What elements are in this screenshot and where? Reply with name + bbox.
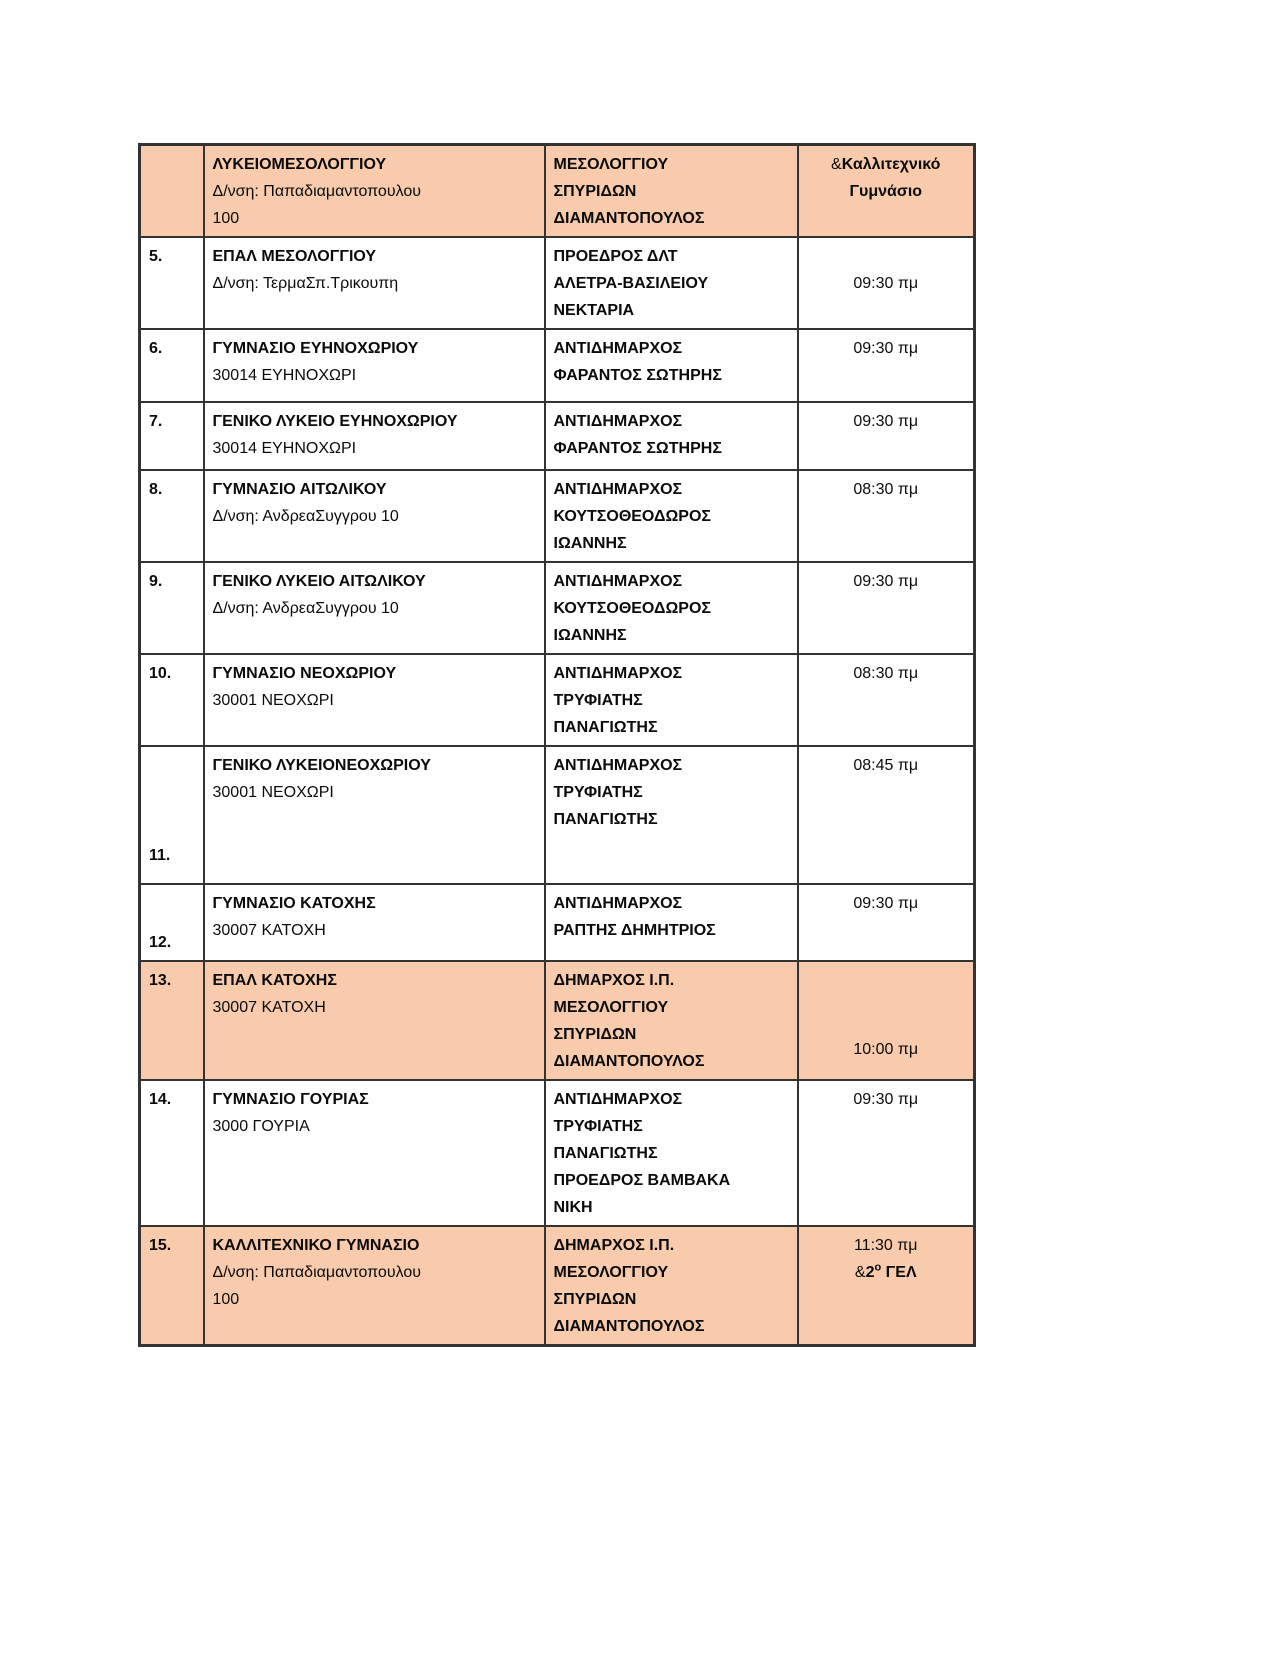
official-cell [545, 145, 798, 238]
official-name-line: ΣΠΥΡΙΔΩΝ [553, 183, 637, 200]
official-name-line: ΠΑΝΑΓΙΩΤΗΣ [553, 811, 658, 828]
school-address: 30007 ΚΑΤΟΧΗ [212, 999, 326, 1016]
row-number-cell [140, 145, 204, 238]
row-number-cell: 7. [140, 402, 204, 470]
time-value: 08:45 πμ [853, 757, 919, 774]
official-name-line: ΤΡΥΦΙΑΤΗΣ [553, 1118, 643, 1135]
official-name-line: ΔΙΑΜΑΝΤΟΠΟΥΛΟΣ [553, 210, 705, 227]
row-number-cell: 14. [140, 1080, 204, 1226]
row-number-cell: 11. [140, 746, 204, 884]
school-cell [204, 746, 545, 884]
official-name-line: ΔΙΑΜΑΝΤΟΠΟΥΛΟΣ [553, 1053, 705, 1070]
school-name: ΕΠΑΛ ΜΕΣΟΛΟΓΓΙΟΥ [212, 248, 377, 265]
official-cell [545, 1080, 798, 1226]
table-row [140, 562, 975, 654]
school-cell [204, 654, 545, 746]
school-name: ΓΕΝΙΚΟ ΛΥΚΕΙΟ ΑΙΤΩΛΙΚΟΥ [212, 573, 426, 590]
school-cell [204, 1080, 545, 1226]
time-value: 09:30 πμ [853, 895, 919, 912]
time-cell [798, 402, 975, 470]
row-number-cell: 10. [140, 654, 204, 746]
school-cell [204, 145, 545, 238]
table-row [140, 237, 975, 329]
official-name-line: ΤΡΥΦΙΑΤΗΣ [553, 784, 643, 801]
official-name-line: ΑΝΤΙΔΗΜΑΡΧΟΣ [553, 665, 683, 682]
official-name-line: ΤΡΥΦΙΑΤΗΣ [553, 692, 643, 709]
time-cell [798, 562, 975, 654]
row-number-cell: 9. [140, 562, 204, 654]
school-address: 30014 ΕΥΗΝΟΧΩΡΙ [212, 367, 357, 384]
school-name: ΓΥΜΝΑΣΙΟ ΝΕΟΧΩΡΙΟΥ [212, 665, 397, 682]
official-name-line: ΠΑΝΑΓΙΩΤΗΣ [553, 719, 658, 736]
time-note-suffix: ΓΕΛ [881, 1264, 917, 1281]
table-row [140, 402, 975, 470]
row-number-cell: 5. [140, 237, 204, 329]
official-cell [545, 961, 798, 1080]
school-name: ΓΥΜΝΑΣΙΟ ΓΟΥΡΙΑΣ [212, 1091, 369, 1108]
time-cell [798, 961, 975, 1080]
official-cell [545, 1226, 798, 1346]
official-name-line: ΠΡΟΕΔΡΟΣ ΒΑΜΒΑΚΑ [553, 1172, 731, 1189]
school-address: 30001 ΝΕΟΧΩΡΙ [212, 692, 334, 709]
official-cell [545, 884, 798, 961]
official-cell [545, 470, 798, 562]
official-name-line: ΜΕΣΟΛΟΓΓΙΟΥ [553, 999, 669, 1016]
official-name-line: ΣΠΥΡΙΔΩΝ [553, 1026, 637, 1043]
official-name-line: ΠΑΝΑΓΙΩΤΗΣ [553, 1145, 658, 1162]
time-value: 09:30 πμ [853, 573, 919, 590]
ampersand: & [831, 156, 842, 173]
time-cell [798, 1226, 975, 1346]
school-cell [204, 329, 545, 402]
official-name-line: ΑΝΤΙΔΗΜΑΡΧΟΣ [553, 340, 683, 357]
official-name-line: ΔΗΜΑΡΧΟΣ Ι.Π. [553, 1237, 675, 1254]
school-cell [204, 237, 545, 329]
school-address: 100 [212, 1291, 240, 1308]
time-value: 09:30 πμ [853, 340, 919, 357]
official-name-line: ΑΝΤΙΔΗΜΑΡΧΟΣ [553, 895, 683, 912]
official-name-line: ΙΩΑΝΝΗΣ [553, 535, 627, 552]
row-number-cell: 15. [140, 1226, 204, 1346]
school-name: ΓΥΜΝΑΣΙΟ ΕΥΗΝΟΧΩΡΙΟΥ [212, 340, 419, 357]
row-number-cell: 6. [140, 329, 204, 402]
official-cell [545, 237, 798, 329]
ampersand: & [854, 1264, 866, 1281]
official-name-line: ΚΟΥΤΣΟΘΕΟΔΩΡΟΣ [553, 508, 711, 525]
table-row [140, 1080, 975, 1226]
school-cell [204, 1226, 545, 1346]
school-address: Δ/νση: Παπαδιαμαντοπουλου [212, 1264, 421, 1281]
school-name: ΕΠΑΛ ΚΑΤΟΧΗΣ [212, 972, 337, 989]
school-cell [204, 470, 545, 562]
row-number-cell: 13. [140, 961, 204, 1080]
official-name-line: ΑΝΤΙΔΗΜΑΡΧΟΣ [553, 757, 683, 774]
table-row [140, 746, 975, 884]
school-address: 100 [212, 210, 240, 227]
ordinal-superscript: ο [874, 1261, 882, 1274]
official-name-line: ΦΑΡΑΝΤΟΣ ΣΩΤΗΡΗΣ [553, 440, 722, 457]
time-value: 11:30 πμ [853, 1237, 918, 1254]
time-value: 08:30 πμ [853, 665, 919, 682]
official-cell [545, 562, 798, 654]
school-name: ΓΥΜΝΑΣΙΟ ΑΙΤΩΛΙΚΟΥ [212, 481, 387, 498]
school-address: Δ/νση: ΑνδρεαΣυγγρου 10 [212, 508, 399, 525]
table-row [140, 654, 975, 746]
school-address: 3000 ΓΟΥΡΙΑ [212, 1118, 310, 1135]
school-name: ΚΑΛΛΙΤΕΧΝΙΚΟ ΓΥΜΝΑΣΙΟ [212, 1237, 420, 1254]
school-cell [204, 562, 545, 654]
official-name-line: ΑΝΤΙΔΗΜΑΡΧΟΣ [553, 413, 683, 430]
time-cell [798, 654, 975, 746]
official-name-line: ΑΛΕΤΡΑ-ΒΑΣΙΛΕΙΟΥ [553, 275, 709, 292]
official-name-line: ΝΕΚΤΑΡΙΑ [553, 302, 635, 319]
school-address: Δ/νση: ΑνδρεαΣυγγρου 10 [212, 600, 399, 617]
school-name: ΓΥΜΝΑΣΙΟ ΚΑΤΟΧΗΣ [212, 895, 376, 912]
official-name-line: ΔΙΑΜΑΝΤΟΠΟΥΛΟΣ [553, 1318, 705, 1335]
school-name: ΓΕΝΙΚΟ ΛΥΚΕΙΟΝΕΟΧΩΡΙΟΥ [212, 757, 431, 774]
official-name-line: ΔΗΜΑΡΧΟΣ Ι.Π. [553, 972, 675, 989]
official-name-line: ΠΡΟΕΔΡΟΣ ΔΛΤ [553, 248, 678, 265]
school-address: 30001 ΝΕΟΧΩΡΙ [212, 784, 334, 801]
school-cell [204, 961, 545, 1080]
time-note [807, 1259, 966, 1286]
time-cell [798, 884, 975, 961]
official-cell [545, 402, 798, 470]
official-name-line: ΡΑΠΤΗΣ ΔΗΜΗΤΡΙΟΣ [553, 922, 716, 939]
official-name-line: ΜΕΣΟΛΟΓΓΙΟΥ [553, 1264, 669, 1281]
official-name-line: ΜΕΣΟΛΟΓΓΙΟΥ [553, 156, 669, 173]
time-cell [798, 746, 975, 884]
table-row [140, 1226, 975, 1346]
time-cell [798, 1080, 975, 1226]
schedule-table [138, 143, 976, 1347]
table-row [140, 884, 975, 961]
official-name-line: ΝΙΚΗ [553, 1199, 593, 1216]
time-note-text: Γυμνάσιο [849, 183, 923, 200]
school-address: 30014 ΕΥΗΝΟΧΩΡΙ [212, 440, 357, 457]
time-note [807, 151, 966, 178]
school-cell [204, 884, 545, 961]
time-cell [798, 237, 975, 329]
school-name: ΓΕΝΙΚΟ ΛΥΚΕΙΟ ΕΥΗΝΟΧΩΡΙΟΥ [212, 413, 458, 430]
school-cell [204, 402, 545, 470]
time-cell [798, 470, 975, 562]
row-number-cell: 8. [140, 470, 204, 562]
official-name-line: ΑΝΤΙΔΗΜΑΡΧΟΣ [553, 573, 683, 590]
table-row [140, 961, 975, 1080]
official-name-line: ΑΝΤΙΔΗΜΑΡΧΟΣ [553, 481, 683, 498]
time-note-text [865, 1261, 917, 1281]
time-value: 09:30 πμ [853, 275, 919, 292]
school-address: Δ/νση: Παπαδιαμαντοπουλου [212, 183, 421, 200]
official-cell [545, 654, 798, 746]
time-cell [798, 329, 975, 402]
time-value: 09:30 πμ [853, 413, 919, 430]
time-note-number: 2 [865, 1264, 875, 1281]
table-row [140, 329, 975, 402]
official-cell [545, 329, 798, 402]
official-cell [545, 746, 798, 884]
school-address: 30007 ΚΑΤΟΧΗ [212, 922, 326, 939]
time-note-text: Καλλιτεχνικό [841, 156, 941, 173]
school-name: ΛΥΚΕΙΟΜΕΣΟΛΟΓΓΙΟΥ [212, 156, 387, 173]
row-number-cell: 12. [140, 884, 204, 961]
official-name-line: ΚΟΥΤΣΟΘΕΟΔΩΡΟΣ [553, 600, 711, 617]
table-row [140, 470, 975, 562]
time-cell [798, 145, 975, 238]
official-name-line: ΣΠΥΡΙΔΩΝ [553, 1291, 637, 1308]
time-value: 08:30 πμ [853, 481, 919, 498]
official-name-line: ΦΑΡΑΝΤΟΣ ΣΩΤΗΡΗΣ [553, 367, 722, 384]
school-address: Δ/νση: ΤερμαΣπ.Τρικουπη [212, 275, 399, 292]
official-name-line: ΙΩΑΝΝΗΣ [553, 627, 627, 644]
time-value: 09:30 πμ [853, 1091, 919, 1108]
official-name-line: ΑΝΤΙΔΗΜΑΡΧΟΣ [553, 1091, 683, 1108]
table-row-partial [140, 145, 975, 238]
time-value: 10:00 πμ [853, 1041, 919, 1058]
